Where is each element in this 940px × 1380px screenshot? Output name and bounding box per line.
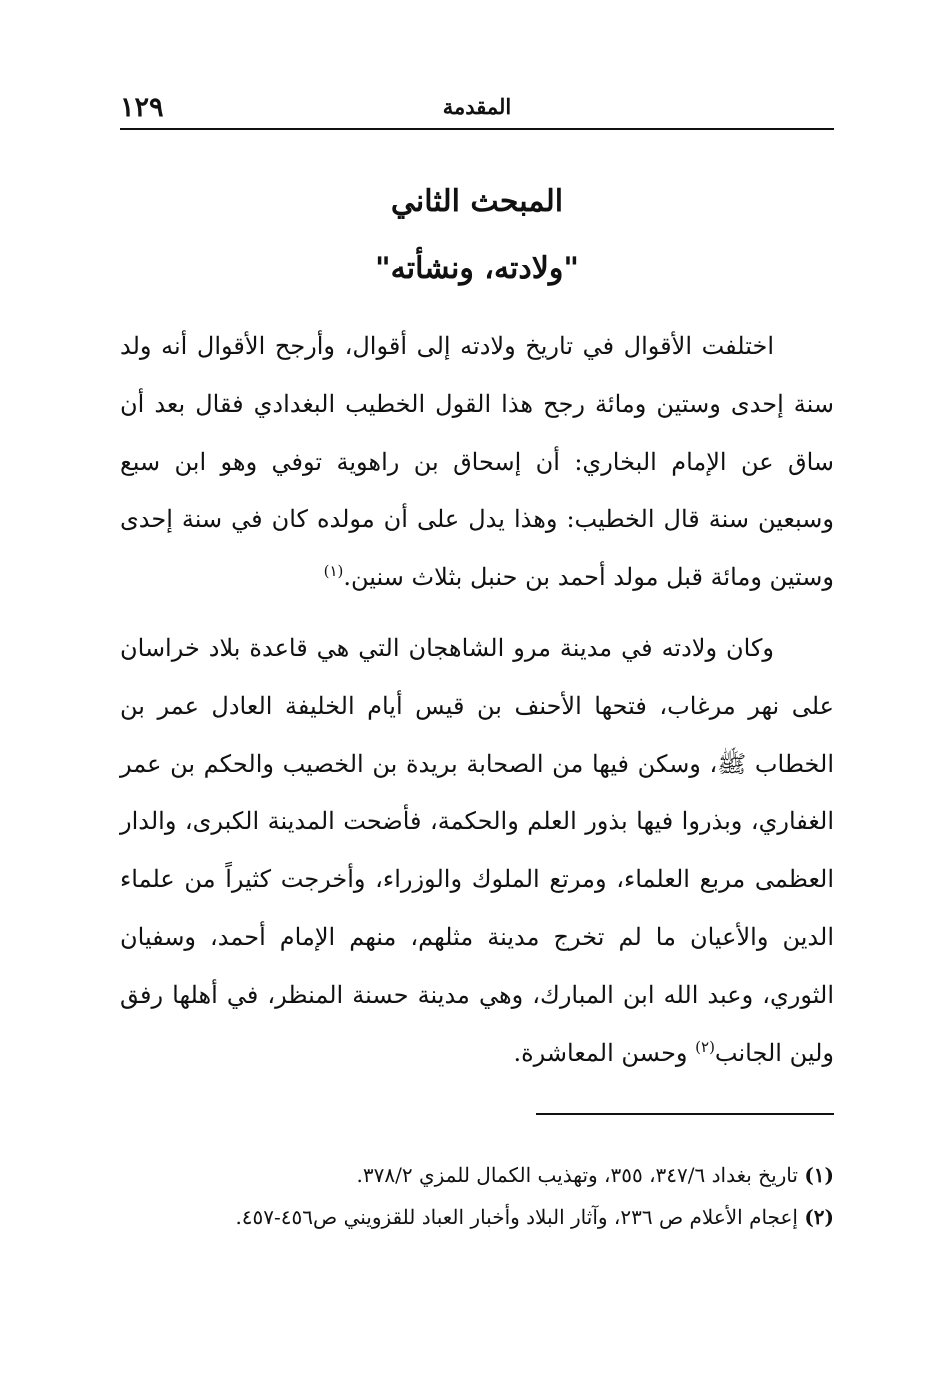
header-rule bbox=[120, 128, 834, 130]
chapter-subtitle: "ولادته، ونشأته" bbox=[375, 251, 579, 286]
footnote-mark: (١) bbox=[804, 1163, 834, 1187]
footnote-rule bbox=[536, 1113, 834, 1115]
paragraph bbox=[120, 318, 834, 607]
paragraph-text: وكان ولادته في مدينة مرو الشاهجان التي هي قاعدة بلاد خراسان على نهر مرغاب، فتحها الأحنف بن قيس أيام الخليفة العادل عمر بن الخطاب ﷺ، وسكن فيها من الصحابة بريدة بن الخصيب والحكم بن عمر الغفاري، وبذروا فيها بذور العلم والحكمة، فأضحت المدينة الكبرى، والدار العظمى مربع العلماء، ومرتع الملوك والوزراء، وأخرجت كثيراً من علماء الدين والأعيان ما لم تخرج مدينة مثلهم، منهم الإمام أحمد، وسفيان الثوري، وعبد الله ابن المبارك، وهي مدينة حسنة المنظر، في أهلها رفق ولين الجانب bbox=[120, 633, 834, 1067]
footnotes bbox=[120, 1154, 834, 1238]
footnote bbox=[120, 1154, 834, 1196]
paragraph-text: اختلفت الأقوال في تاريخ ولادته إلى أقوال، وأرجح الأقوال أنه ولد سنة إحدى وستين ومائة رجح هذا القول الخطيب البغدادي فقال بعد أن ساق عن الإمام البخاري: أن إسحاق بن راهوية توفي وهو ابن سبع وسبعين سنة قال الخطيب: وهذا يدل على أن مولده كان في سنة إحدى وستين ومائة قبل مولد أحمد بن حنبل بثلاث سنين. bbox=[120, 332, 834, 592]
footnote-reference: (٢) bbox=[695, 1037, 715, 1056]
paragraph bbox=[120, 620, 834, 1082]
footnote-text: تاريخ بغداد ٣٤٧/٦، ٣٥٥، وتهذيب الكمال للمزي ٣٧٨/٢. bbox=[356, 1163, 805, 1187]
footnote bbox=[120, 1196, 834, 1238]
paragraph-tail: وحسن المعاشرة. bbox=[513, 1038, 696, 1067]
running-header bbox=[120, 92, 834, 128]
page-number: ١٢٩ bbox=[120, 92, 164, 123]
footnote-reference: (١) bbox=[323, 562, 344, 581]
footnote-text: إعجام الأعلام ص ٢٣٦، وآثار البلاد وأخبار العباد للقزويني ص٤٥٦-٤٥٧. bbox=[235, 1205, 805, 1229]
footnote-mark: (٢) bbox=[804, 1205, 834, 1229]
section-label: المقدمة bbox=[442, 94, 512, 119]
chapter-title: المبحث الثاني bbox=[390, 184, 564, 219]
body-text bbox=[120, 318, 834, 1082]
